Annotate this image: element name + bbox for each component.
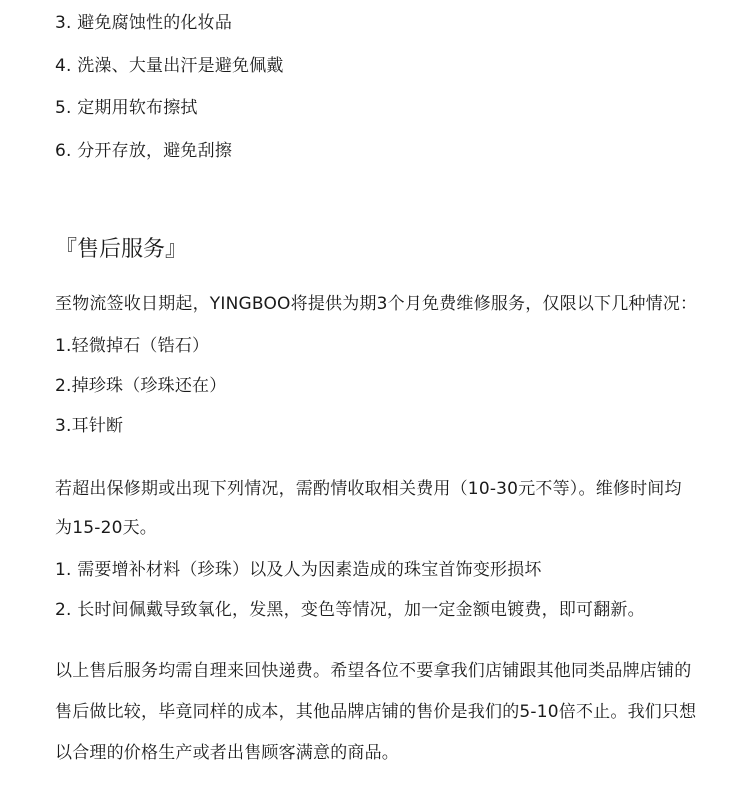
free-case-1: 1.轻微掉石（锆石） — [55, 336, 210, 356]
warranty-intro: 至物流签收日期起，YINGBOO将提供为期3个月免费维修服务，仅限以下几种情况： — [55, 294, 698, 314]
paid-case-1: 1. 需要增补材料（珍珠）以及人为因素造成的珠宝首饰变形损坏 — [55, 560, 542, 580]
closing-line-2: 售后做比较，毕竟同样的成本，其他品牌店铺的售价是我们的5-10倍不止。我们只想 — [55, 702, 697, 722]
closing-line-1: 以上售后服务均需自理来回快递费。希望各位不要拿我们店铺跟其他同类品牌店铺的 — [55, 661, 692, 681]
after-sales-heading: 『售后服务』 — [55, 237, 188, 262]
care-item-5: 5. 定期用软布擦拭 — [55, 98, 198, 118]
care-item-3: 3. 避免腐蚀性的化妆品 — [55, 13, 233, 33]
care-item-4: 4. 洗澡、大量出汗是避免佩戴 — [55, 56, 284, 76]
free-case-2: 2.掉珍珠（珍珠还在） — [55, 376, 227, 396]
closing-line-3: 以合理的价格生产或者出售顾客满意的商品。 — [55, 743, 399, 763]
care-item-6: 6. 分开存放，避免刮擦 — [55, 141, 233, 161]
paid-intro-line-2: 为15-20天。 — [55, 518, 157, 538]
free-case-3: 3.耳针断 — [55, 416, 124, 436]
paid-intro-line-1: 若超出保修期或出现下列情况，需酌情收取相关费用（10-30元不等）。维修时间均 — [55, 479, 682, 499]
paid-case-2: 2. 长时间佩戴导致氧化，发黑，变色等情况，加一定金额电镀费，即可翻新。 — [55, 600, 645, 620]
